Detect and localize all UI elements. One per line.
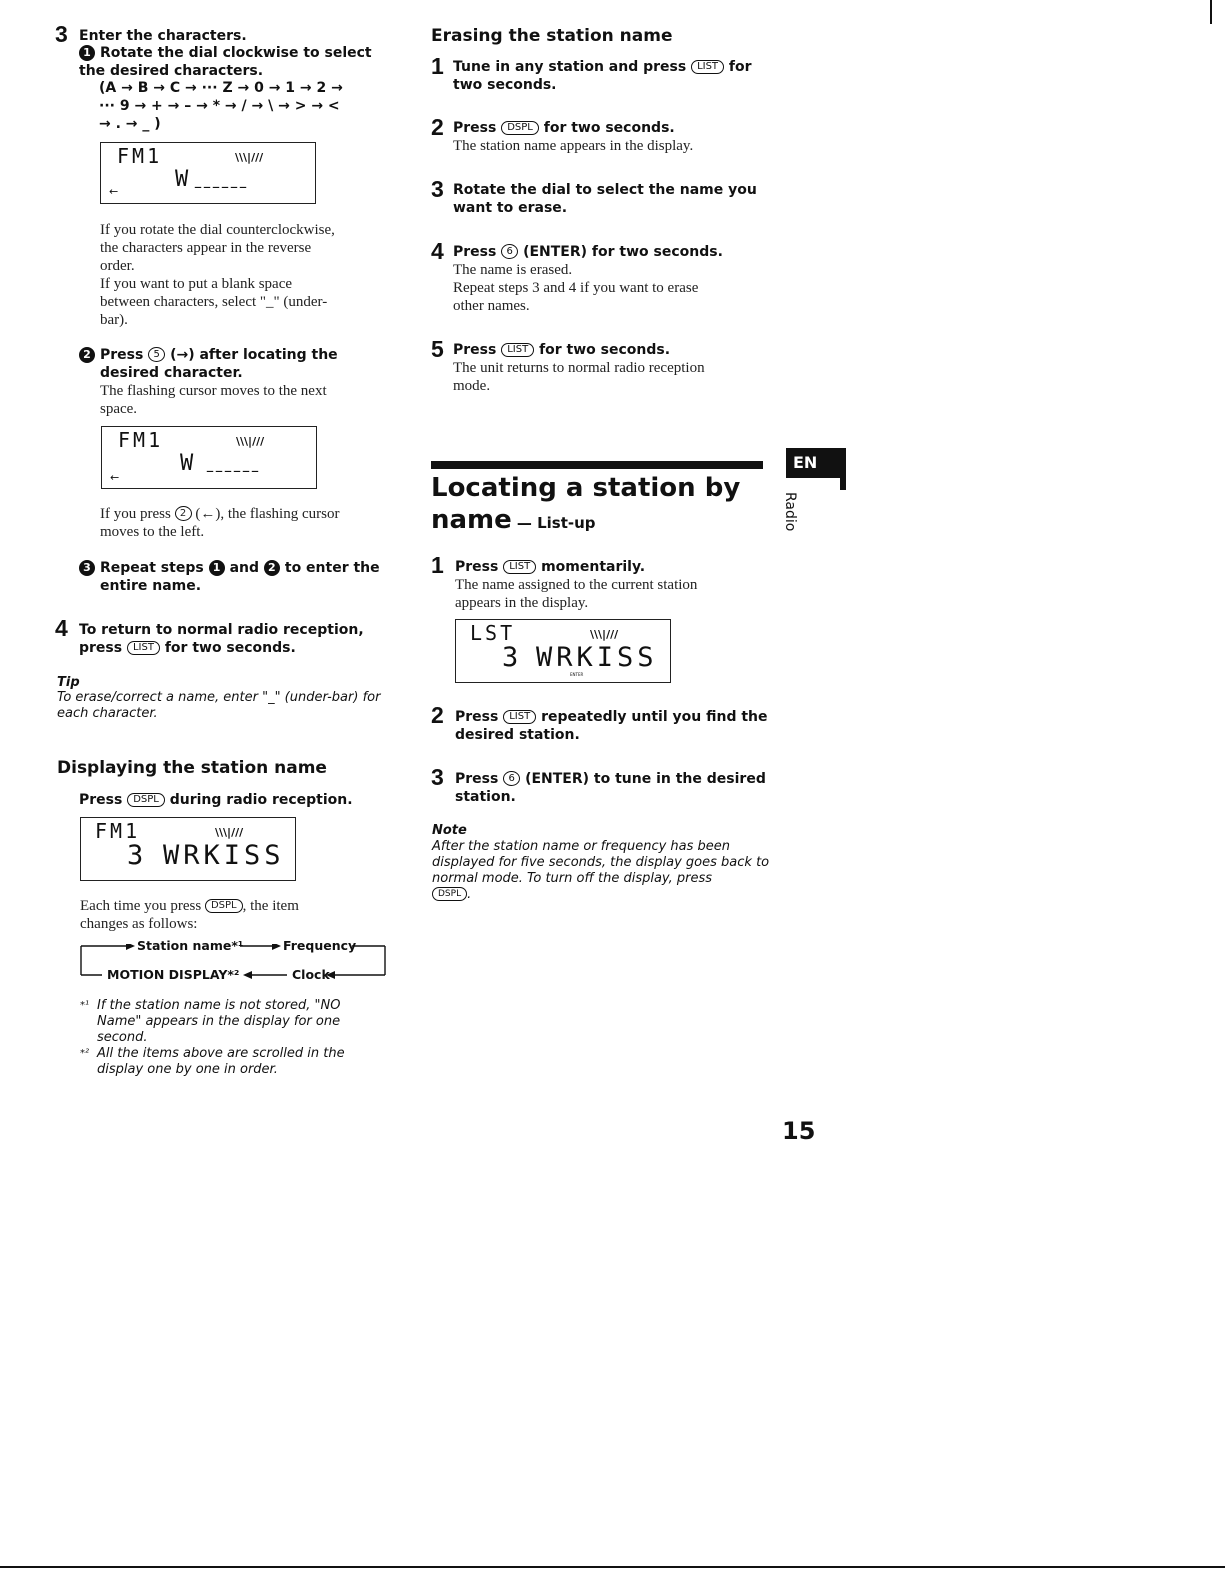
section-heading: Erasing the station name	[431, 26, 673, 46]
step-title: Press LIST repeatedly until you find the	[455, 709, 768, 725]
page-edge-mark	[1210, 0, 1212, 24]
step-number: 2	[431, 114, 444, 140]
section-heading: Displaying the station name	[57, 758, 327, 778]
char-sequence-line: ··· 9 → + → – → * → / → \ → > → <	[99, 98, 340, 114]
display-cycle-diagram	[80, 938, 386, 982]
step-number: 4	[55, 615, 68, 641]
list-button-icon: LIST	[691, 60, 724, 74]
language-tab: EN	[786, 448, 844, 478]
step-title-line2: station.	[455, 789, 516, 805]
lcd-band: FM1	[118, 428, 164, 452]
char-sequence-line: → . → _ )	[99, 116, 161, 132]
lcd-band: FM1	[95, 819, 141, 843]
step-title: To return to normal radio reception,	[79, 622, 364, 638]
dspl-button-icon: DSPL	[501, 121, 539, 135]
step-title-line2: two seconds.	[453, 77, 557, 93]
step-title: Press DSPL for two seconds.	[453, 120, 675, 136]
paragraph: The station name appears in the display.	[453, 138, 694, 154]
step-title-line2: desired station.	[455, 727, 580, 743]
step-number: 3	[431, 176, 444, 202]
substep-3-line2: entire name.	[100, 578, 202, 594]
instruction: Press DSPL during radio reception.	[79, 792, 353, 808]
signal-icon: \\\|///	[235, 151, 264, 164]
step-title: Press 6 (ENTER) to tune in the desired	[455, 771, 766, 787]
paragraph: The unit returns to normal radio reception mode.	[453, 360, 705, 394]
lcd-cursor-char: W	[175, 167, 192, 192]
paragraph: Each time you press DSPL , the item changes as follows:	[80, 898, 299, 932]
lcd-preset: 3	[502, 642, 523, 673]
lcd-station-name: WRKISS	[163, 840, 285, 871]
step-title: Press LIST for two seconds.	[453, 342, 671, 358]
left-arrow-icon: ←	[109, 185, 119, 198]
cycle-item-clock: Clock	[292, 967, 330, 982]
button-6-icon: 6	[501, 244, 518, 259]
note-text: After the station name or frequency has been displayed for five seconds, the display goes back to normal mode. To turn off the display, press DSPL .	[432, 839, 770, 902]
page-edge-mark	[0, 1566, 1225, 1568]
cycle-item-station-name: Station name*¹	[137, 938, 244, 953]
step-number: 2	[431, 702, 444, 728]
step-number: 1	[431, 552, 444, 578]
lcd-display-illustration	[80, 817, 296, 881]
step-number: 1	[431, 53, 444, 79]
list-button-icon: LIST	[503, 710, 536, 724]
lcd-station-name: WRKISS	[536, 642, 658, 673]
page-number: 15	[782, 1117, 816, 1145]
left-arrow-icon: ←	[110, 471, 120, 484]
tab-edge	[840, 448, 846, 490]
substep-2-line2: desired character.	[100, 365, 243, 381]
paragraph: The name is erased. Repeat steps 3 and 4 if you want to erase other names.	[453, 262, 699, 314]
lcd-cursor-char: W	[180, 451, 197, 476]
paragraph: The name assigned to the current station appears in the display.	[455, 577, 698, 611]
step-title-line2: press LIST for two seconds.	[79, 640, 296, 656]
step-title: Press LIST momentarily.	[455, 559, 646, 575]
lcd-blank-positions: ––––––	[194, 177, 248, 196]
cycle-item-frequency: Frequency	[283, 938, 357, 953]
paragraph: The flashing cursor moves to the next space.	[100, 383, 327, 417]
dspl-button-icon: DSPL	[432, 887, 467, 901]
substep-1: 1 Rotate the dial clockwise to select the desired characters.	[79, 45, 372, 79]
button-2-icon: 2	[175, 506, 192, 521]
section-label: Radio	[782, 492, 798, 532]
paragraph: If you press 2 (←), the flashing cursor moves to the left.	[100, 506, 340, 540]
section-rule	[431, 461, 763, 469]
paragraph: If you rotate the dial counterclockwise, the characters appear in the reverse order. If you want to put a blank space between characters, select "_" (under- bar).	[100, 222, 335, 328]
section-title-line2: name — List-up	[431, 505, 596, 535]
substep-2: 2 Press 5 (→) after locating the	[79, 346, 338, 364]
step-number: 5	[431, 336, 444, 362]
list-button-icon: LIST	[127, 641, 160, 655]
lcd-display-illustration	[455, 619, 671, 683]
footnote-2: *² All the items above are scrolled in the display one by one in order.	[80, 1046, 345, 1077]
tip-label: Tip	[57, 675, 80, 690]
circled-number-icon: 2	[79, 347, 95, 363]
lcd-band: LST	[470, 621, 516, 645]
circled-number-icon: 1	[209, 560, 225, 576]
signal-icon: \\\|///	[215, 826, 244, 839]
step-title: Tune in any station and press LIST for	[453, 59, 752, 75]
circled-number-icon: 1	[79, 45, 95, 61]
section-title: Locating a station by	[431, 473, 741, 503]
lcd-enter-label: ENTER	[570, 672, 584, 677]
button-5-icon: 5	[148, 347, 165, 362]
lcd-display-illustration	[101, 426, 317, 489]
circled-number-icon: 2	[264, 560, 280, 576]
dspl-button-icon: DSPL	[127, 793, 165, 807]
circled-number-icon: 3	[79, 560, 95, 576]
dspl-button-icon: DSPL	[205, 899, 243, 913]
lcd-blank-positions: ––––––	[206, 461, 260, 480]
cycle-item-motion-display: MOTION DISPLAY*²	[107, 967, 240, 982]
step-number: 3	[431, 764, 444, 790]
note-label: Note	[432, 823, 467, 838]
step-title-line2: want to erase.	[453, 200, 568, 216]
list-button-icon: LIST	[501, 343, 534, 357]
substep-3: 3 Repeat steps 1 and 2 to enter the	[79, 559, 380, 577]
footnote-1: *¹ If the station name is not stored, "NO Name" appears in the display for one second.	[80, 998, 341, 1045]
signal-icon: \\\|///	[236, 435, 265, 448]
step-title: Press 6 (ENTER) for two seconds.	[453, 244, 723, 260]
step-title: Rotate the dial to select the name you	[453, 182, 757, 198]
button-6-icon: 6	[503, 771, 520, 786]
list-button-icon: LIST	[503, 560, 536, 574]
tip-text: To erase/correct a name, enter "_" (under-bar) for each character.	[57, 690, 381, 721]
step-number: 3	[55, 21, 68, 47]
lcd-band: FM1	[117, 144, 163, 168]
lcd-preset: 3	[127, 840, 148, 871]
step-number: 4	[431, 238, 444, 264]
lcd-display-illustration	[100, 142, 316, 204]
signal-icon: \\\|///	[590, 628, 619, 641]
char-sequence-line: (A → B → C → ··· Z → 0 → 1 → 2 →	[99, 80, 343, 96]
step-title: Enter the characters.	[79, 28, 247, 44]
